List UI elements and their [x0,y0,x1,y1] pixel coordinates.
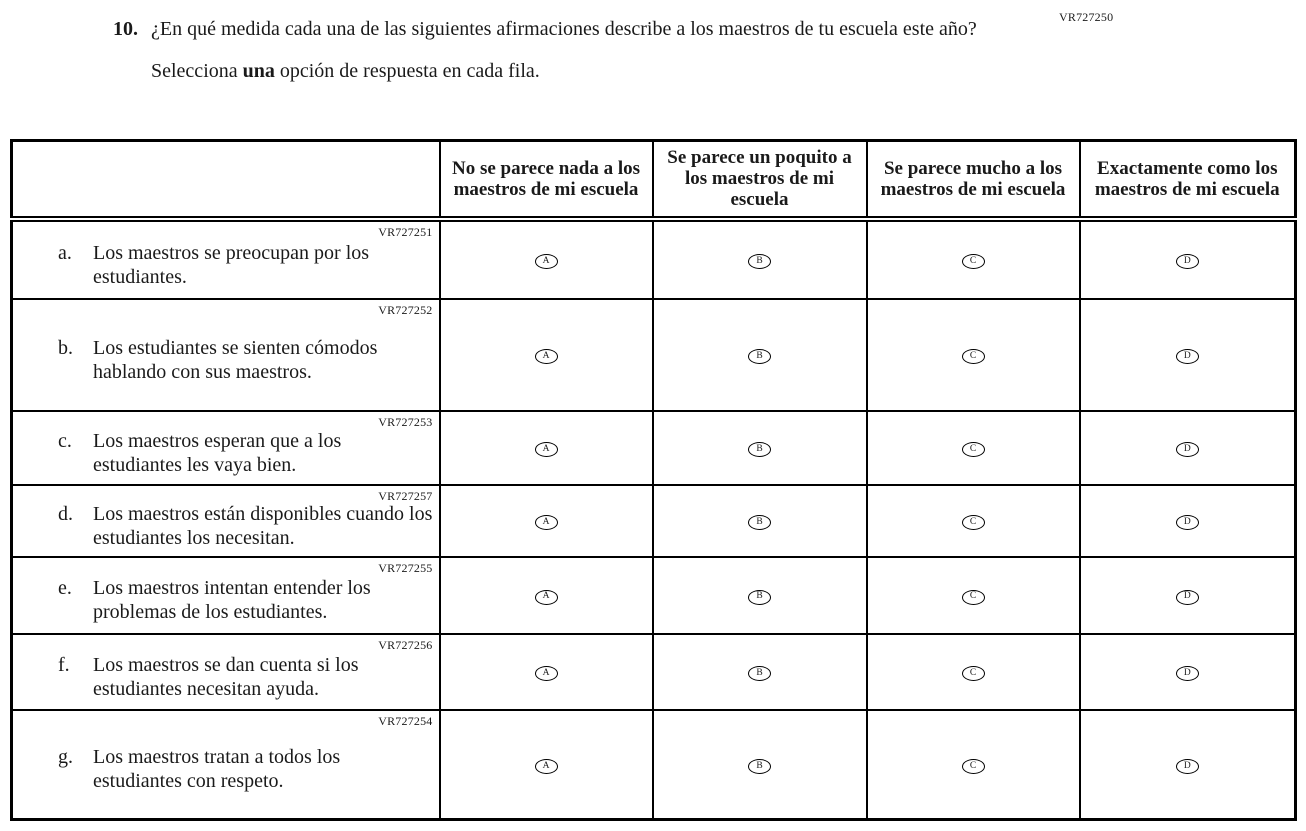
instruction-prefix: Selecciona [151,60,243,82]
item-statement-text: Los maestros intentan entender los problemas de los estudiantes. [93,577,371,623]
option-cell [653,557,867,634]
item-code: VR727255 [378,560,433,575]
option-bubble-a[interactable]: A [535,254,558,269]
option-bubble-c[interactable]: C [962,759,985,774]
option-cell [867,710,1080,820]
option-bubble-c[interactable]: C [962,442,985,457]
item-statement-text: Los maestros tratan a todos los estudiantes con respeto. [93,746,341,793]
option-cell [1080,411,1296,485]
option-bubble-c[interactable]: C [962,515,985,530]
response-matrix [10,139,1297,821]
statement [58,745,433,793]
option-bubble-c[interactable]: C [962,254,985,269]
item-letter: b. [58,336,73,359]
table-row-b [12,299,1296,411]
column-header-exactamente-como: Exactamente como los maestros de mi escuela [1080,141,1296,219]
option-cell [1080,710,1296,820]
option-bubble-d[interactable]: D [1176,666,1199,681]
item-letter: a. [58,241,72,264]
item-letter: f. [58,653,70,676]
column-header-se-parece-mucho: Se parece mucho a los maestros de mi escuela [867,141,1080,219]
statement-cell [12,710,440,820]
item-letter: c. [58,429,72,452]
question-instruction [151,58,977,84]
option-cell [1080,634,1296,710]
statement [58,653,433,701]
question-number: 10. [113,18,138,40]
option-bubble-b[interactable]: B [748,515,771,530]
item-code: VR727251 [378,224,433,239]
option-cell [653,411,867,485]
option-bubble-a[interactable]: A [535,515,558,530]
statement-cell [12,485,440,557]
option-cell [653,485,867,557]
option-bubble-d[interactable]: D [1176,254,1199,269]
option-cell [1080,299,1296,411]
option-cell [440,219,653,299]
option-cell [653,634,867,710]
instruction-suffix: opción de respuesta en cada fila. [274,60,540,82]
statement-cell [12,219,440,299]
option-bubble-d[interactable]: D [1176,759,1199,774]
table-row-c [12,411,1296,485]
item-letter: d. [58,502,73,525]
option-bubble-a[interactable]: A [535,349,558,364]
option-cell [440,411,653,485]
option-cell [440,634,653,710]
item-code: VR727257 [378,488,433,503]
option-cell [1080,219,1296,299]
table-row-g [12,710,1296,820]
option-cell [653,299,867,411]
item-letter: g. [58,746,73,769]
option-bubble-a[interactable]: A [535,442,558,457]
option-cell [653,219,867,299]
item-code: VR727252 [378,302,433,317]
option-cell [1080,557,1296,634]
item-statement-text: Los estudiantes se sienten cómodos hablando con sus maestros. [93,336,378,383]
statement [58,429,433,477]
item-letter: e. [58,577,72,599]
statement-cell [12,411,440,485]
option-bubble-a[interactable]: A [535,590,558,605]
statement [58,241,433,289]
option-bubble-a[interactable]: A [535,666,558,681]
option-cell [440,299,653,411]
question-block [113,16,977,84]
option-cell [653,710,867,820]
question-text: ¿En qué medida cada una de las siguientes afirmaciones describe a los maestros de tu escuela este año? [151,18,977,40]
item-statement-text: Los maestros están disponibles cuando los estudiantes los necesitan. [93,502,433,549]
table-row-a [12,219,1296,299]
option-cell [867,634,1080,710]
option-bubble-d[interactable]: D [1176,349,1199,364]
column-header-no-se-parece-nada: No se parece nada a los maestros de mi escuela [440,141,653,219]
statement [58,336,433,384]
table-row-d [12,485,1296,557]
question-body [151,16,977,84]
option-bubble-b[interactable]: B [748,666,771,681]
header-row [12,141,1296,219]
statement-cell [12,557,440,634]
instruction-emphasis: una [242,60,275,82]
statement-cell [12,634,440,710]
item-code: VR727253 [378,414,433,429]
column-header-se-parece-un-poquito: Se parece un poquito a los maestros de mi escuela [653,141,867,219]
statement [58,502,433,550]
option-bubble-b[interactable]: B [748,254,771,269]
option-cell [440,557,653,634]
table-row-f [12,634,1296,710]
option-bubble-d[interactable]: D [1176,515,1199,530]
statement-column-header [12,141,440,219]
option-cell [1080,485,1296,557]
option-bubble-d[interactable]: D [1176,590,1199,605]
option-bubble-b[interactable]: B [748,759,771,774]
option-cell [440,710,653,820]
option-bubble-a[interactable]: A [535,759,558,774]
item-statement-text: Los maestros esperan que a los estudiantes les vaya bien. [93,429,342,476]
option-cell [867,299,1080,411]
item-statement-text: Los maestros se preocupan por los estudiantes. [93,241,370,288]
item-code: VR727256 [378,637,433,652]
option-bubble-b[interactable]: B [748,590,771,605]
option-bubble-c[interactable]: C [962,666,985,681]
form-code: VR727250 [1059,10,1114,24]
option-cell [867,411,1080,485]
option-bubble-b[interactable]: B [748,442,771,457]
option-cell [440,485,653,557]
item-statement-text: Los maestros se dan cuenta si los estudiantes necesitan ayuda. [93,653,359,700]
item-code: VR727254 [378,713,433,728]
option-bubble-c[interactable]: C [962,349,985,364]
statement-cell [12,299,440,411]
option-bubble-c[interactable]: C [962,590,985,605]
option-cell [867,219,1080,299]
option-cell [867,557,1080,634]
option-cell [867,485,1080,557]
option-bubble-b[interactable]: B [748,349,771,364]
table-row-e [12,557,1296,634]
option-bubble-d[interactable]: D [1176,442,1199,457]
statement [58,576,433,624]
